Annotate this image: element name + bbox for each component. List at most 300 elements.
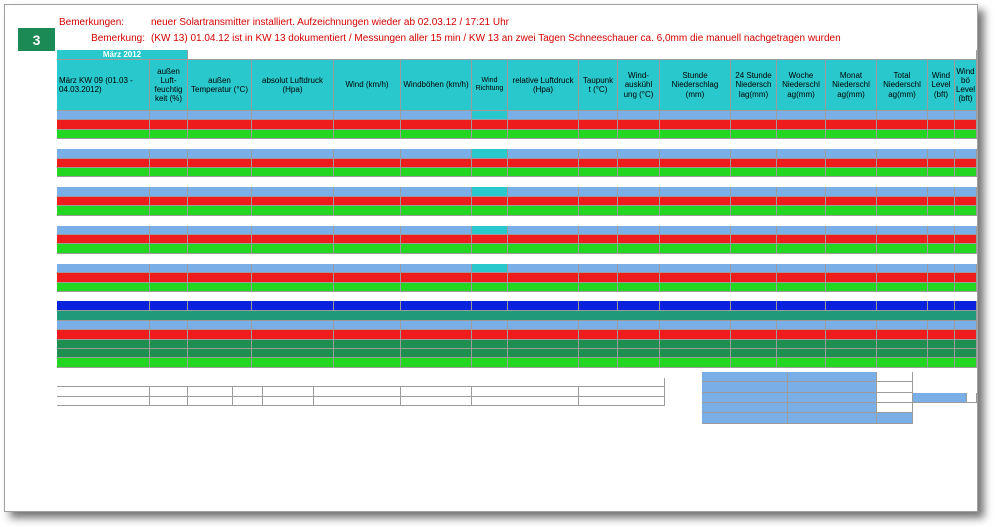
mean-row-cell: [188, 206, 252, 215]
min-row-cell: [57, 226, 150, 235]
mean-row-cell: [660, 130, 731, 139]
max-row-cell: [579, 235, 618, 244]
overview-cell: [826, 340, 877, 349]
stat-value: [877, 382, 913, 392]
wind-dir-name: [472, 387, 579, 396]
mean-row-cell: [150, 168, 188, 177]
min-row-cell: [334, 226, 401, 235]
mean-row-cell: [618, 130, 660, 139]
overview-cell: [928, 330, 955, 339]
column-header: Wind Richtung: [472, 60, 508, 111]
min-row-cell: [877, 264, 928, 273]
mean-row-cell: [731, 130, 777, 139]
month-row: [57, 50, 977, 60]
max-row-cell: [826, 273, 877, 282]
overview-cell: [928, 358, 955, 367]
min-row-cell: [334, 187, 401, 196]
mean-row-cell: [150, 130, 188, 139]
remarks-text: neuer Solartransmitter installiert. Aufzeichnungen wieder ab 02.03.12 / 17:21 Uhr: [151, 17, 509, 28]
mean-row-cell: [252, 168, 334, 177]
overview-cell: [826, 330, 877, 339]
min-row-cell: [334, 111, 401, 120]
overview-cell: [660, 330, 731, 339]
stat-condition: [788, 413, 877, 423]
page-number-badge: 3: [18, 28, 55, 51]
overview-cell: [150, 358, 188, 367]
max-row-cell: [334, 159, 401, 168]
mean-row-cell: [57, 244, 150, 253]
mean-row-cell: [401, 130, 472, 139]
max-row-cell: [660, 120, 731, 129]
max-row-cell: [660, 159, 731, 168]
overview-cell: [252, 330, 334, 339]
mean-row-cell: [877, 244, 928, 253]
max-row-cell: [955, 273, 977, 282]
max-row-cell: [877, 120, 928, 129]
mean-row-cell: [660, 206, 731, 215]
max-row-cell: [150, 197, 188, 206]
max-row-cell: [877, 235, 928, 244]
overview-cell: [401, 358, 472, 367]
min-row-cell: [57, 187, 150, 196]
max-row-cell: [618, 159, 660, 168]
mean-row-cell: [150, 206, 188, 215]
mean-row-cell: [508, 130, 579, 139]
hot-day-value: [967, 393, 977, 403]
overview-cell: [508, 358, 579, 367]
week-title: [5, 216, 977, 226]
mean-row-cell: [334, 283, 401, 292]
min-row-cell: [252, 187, 334, 196]
max-row-cell: [401, 159, 472, 168]
max-row-cell: [188, 159, 252, 168]
mean-row-cell: [188, 244, 252, 253]
mean-row-cell: [777, 168, 826, 177]
mean-row-cell: [826, 130, 877, 139]
min-row-cell: [57, 264, 150, 273]
column-header: absolut Luftdruck (Hpa): [252, 60, 334, 111]
mean-row-cell: [928, 130, 955, 139]
wind-dir-label: [57, 387, 150, 396]
min-row-cell: [777, 187, 826, 196]
count-cell: [877, 301, 928, 311]
mean-row-cell: [508, 283, 579, 292]
mean-row-cell: [777, 283, 826, 292]
mean-row-cell: [660, 168, 731, 177]
max-row-cell: [472, 273, 508, 282]
min-row-cell: [334, 149, 401, 158]
max-row-cell: [877, 273, 928, 282]
overview-cell: [777, 358, 826, 367]
overview-cell: [252, 340, 334, 349]
overview-cell: [334, 349, 401, 358]
overview-cell: [928, 349, 955, 358]
mean-row-cell: [731, 244, 777, 253]
min-row-cell: [618, 111, 660, 120]
max-row-cell: [660, 197, 731, 206]
mean-row-cell: [508, 168, 579, 177]
min-row-cell: [877, 226, 928, 235]
mean-row-cell: [57, 130, 150, 139]
min-row-cell: [472, 149, 508, 158]
count-cell: [57, 301, 150, 311]
stat-condition: [788, 393, 877, 403]
overview-cell: [618, 330, 660, 339]
min-row-cell: [150, 226, 188, 235]
count-cell: [150, 301, 188, 311]
min-row-cell: [618, 187, 660, 196]
mean-row-cell: [401, 206, 472, 215]
overview-cell: [472, 321, 508, 330]
max-row-cell: [579, 159, 618, 168]
column-header: außen Luft-feuchtig keit (%): [150, 60, 188, 111]
max-row-cell: [508, 159, 579, 168]
mean-row-cell: [472, 283, 508, 292]
overview-cell: [579, 358, 618, 367]
overview-cell: [955, 349, 977, 358]
mean-row-cell: [188, 168, 252, 177]
min-row-cell: [826, 187, 877, 196]
min-row-cell: [188, 264, 252, 273]
min-row-cell: [660, 264, 731, 273]
overview-cell: [955, 321, 977, 330]
max-row-cell: [955, 235, 977, 244]
mean-row-cell: [252, 244, 334, 253]
mean-row-cell: [472, 168, 508, 177]
column-header: Total Niederschl ag(mm): [877, 60, 928, 111]
column-header: Wind bö Level (bft): [955, 60, 977, 111]
mean-row-cell: [731, 206, 777, 215]
min-row-cell: [660, 226, 731, 235]
max-row-cell: [777, 159, 826, 168]
min-row-cell: [150, 264, 188, 273]
max-row-cell: [401, 235, 472, 244]
min-row-cell: [928, 149, 955, 158]
max-row-cell: [928, 197, 955, 206]
max-row-cell: [731, 235, 777, 244]
mean-row-cell: [252, 283, 334, 292]
overview-cell: [150, 340, 188, 349]
min-row-cell: [731, 187, 777, 196]
min-row-cell: [928, 264, 955, 273]
min-row-cell: [150, 111, 188, 120]
overview-cell: [508, 349, 579, 358]
max-row-cell: [955, 159, 977, 168]
wind-dir-percent: [472, 397, 579, 406]
min-row-cell: [579, 149, 618, 158]
mean-row-cell: [188, 130, 252, 139]
min-row-cell: [252, 264, 334, 273]
max-row-cell: [57, 235, 150, 244]
max-row-cell: [579, 273, 618, 282]
overview-cell: [252, 358, 334, 367]
overview-cell: [877, 340, 928, 349]
min-row-cell: [334, 264, 401, 273]
mean-row-cell: [334, 206, 401, 215]
min-row-cell: [660, 187, 731, 196]
max-row-cell: [472, 159, 508, 168]
mean-row-cell: [618, 168, 660, 177]
mean-row-cell: [928, 244, 955, 253]
min-row-cell: [955, 111, 977, 120]
min-row-cell: [731, 111, 777, 120]
min-row-cell: [401, 226, 472, 235]
count-cell: [660, 301, 731, 311]
mean-row-cell: [777, 130, 826, 139]
min-row-cell: [150, 187, 188, 196]
overview-cell: [188, 340, 252, 349]
mean-row-cell: [731, 168, 777, 177]
overview-cell: [334, 321, 401, 330]
max-row-cell: [877, 197, 928, 206]
overview-cell: [579, 349, 618, 358]
max-row-cell: [150, 235, 188, 244]
overview-cell: [252, 349, 334, 358]
max-row-cell: [150, 120, 188, 129]
overview-cell: [777, 330, 826, 339]
min-row-cell: [955, 187, 977, 196]
min-row-cell: [508, 111, 579, 120]
max-row-cell: [401, 273, 472, 282]
overview-cell: [618, 349, 660, 358]
mean-row-cell: [401, 244, 472, 253]
min-row-cell: [877, 149, 928, 158]
min-row-cell: [777, 226, 826, 235]
overview-cell: [660, 340, 731, 349]
mean-row-cell: [877, 283, 928, 292]
wind-dir-percent: [188, 397, 233, 406]
mean-row-cell: [955, 168, 977, 177]
min-row-cell: [150, 149, 188, 158]
max-row-cell: [777, 273, 826, 282]
max-row-cell: [188, 235, 252, 244]
overview-cell: [877, 358, 928, 367]
overview-cell: [472, 330, 508, 339]
wind-dir-name: [188, 387, 233, 396]
stat-condition: [788, 372, 877, 382]
max-row-cell: [826, 197, 877, 206]
max-row-cell: [401, 120, 472, 129]
max-row-cell: [579, 120, 618, 129]
max-row-cell: [660, 273, 731, 282]
remark-text: (KW 13) 01.04.12 ist in KW 13 dokumentiert / Messungen aller 15 min / KW 13 an zwei Tagen Schneeschauer ca. 6,0mm die manuell nachgetragen wurden: [151, 33, 841, 44]
stat-value: [877, 413, 913, 423]
mean-row-cell: [472, 130, 508, 139]
count-cell: [731, 301, 777, 311]
min-row-cell: [777, 264, 826, 273]
mean-row-cell: [508, 206, 579, 215]
mean-row-cell: [955, 130, 977, 139]
overview-cell: [955, 340, 977, 349]
stat-label: [702, 372, 788, 382]
max-row-cell: [928, 273, 955, 282]
mean-row-cell: [777, 244, 826, 253]
max-row-cell: [826, 235, 877, 244]
min-row-cell: [252, 226, 334, 235]
max-row-cell: [150, 273, 188, 282]
overview-cell: [618, 321, 660, 330]
max-row-cell: [334, 235, 401, 244]
overview-cell: [826, 321, 877, 330]
max-row-cell: [508, 273, 579, 282]
overview-cell: [877, 330, 928, 339]
max-row-cell: [877, 159, 928, 168]
overview-cell: [57, 321, 150, 330]
stat-condition: [788, 382, 877, 392]
wind-dir-name: [150, 387, 188, 396]
max-row-cell: [334, 120, 401, 129]
max-row-cell: [252, 235, 334, 244]
overview-cell: [508, 330, 579, 339]
count-cell: [252, 301, 334, 311]
overview-cell: [877, 321, 928, 330]
max-row-cell: [472, 235, 508, 244]
mean-row-cell: [150, 244, 188, 253]
mean-row-cell: [618, 283, 660, 292]
mean-row-cell: [877, 130, 928, 139]
count-cell: [928, 301, 955, 311]
overview-cell: [57, 349, 150, 358]
min-row-cell: [955, 149, 977, 158]
min-row-cell: [660, 149, 731, 158]
max-row-cell: [955, 197, 977, 206]
min-row-cell: [472, 226, 508, 235]
overview-cell: [508, 340, 579, 349]
overview-cell: [826, 349, 877, 358]
stat-label: [702, 382, 788, 392]
count-cell: [777, 301, 826, 311]
mean-row-cell: [334, 130, 401, 139]
mean-row-cell: [579, 244, 618, 253]
max-row-cell: [252, 120, 334, 129]
mean-row-cell: [472, 244, 508, 253]
max-row-cell: [334, 273, 401, 282]
max-row-cell: [508, 235, 579, 244]
mean-row-cell: [618, 206, 660, 215]
count-cell: [334, 301, 401, 311]
min-row-cell: [826, 226, 877, 235]
wind-dir-percent: [314, 397, 401, 406]
column-header: außen Temperatur (°C): [188, 60, 252, 111]
wind-dir-percent: [263, 397, 314, 406]
min-row-cell: [472, 187, 508, 196]
count-cell: [579, 301, 618, 311]
overview-cell: [928, 340, 955, 349]
spreadsheet: [4, 4, 978, 512]
mean-row-cell: [401, 168, 472, 177]
max-row-cell: [928, 235, 955, 244]
overview-cell: [777, 349, 826, 358]
max-row-cell: [252, 273, 334, 282]
mean-row-cell: [826, 244, 877, 253]
min-row-cell: [955, 264, 977, 273]
mean-row-cell: [731, 283, 777, 292]
min-row-cell: [401, 111, 472, 120]
wind-blank-row: [57, 378, 665, 387]
column-header: März KW 09 (01.03 - 04.03.2012): [57, 60, 150, 111]
min-row-cell: [928, 226, 955, 235]
max-row-cell: [618, 197, 660, 206]
mean-row-cell: [579, 283, 618, 292]
max-row-cell: [618, 235, 660, 244]
overview-cell: [579, 321, 618, 330]
min-row-cell: [472, 264, 508, 273]
mean-row-cell: [334, 168, 401, 177]
mean-row-cell: [928, 283, 955, 292]
remark-label: Bemerkung:: [91, 33, 145, 44]
min-row-cell: [508, 226, 579, 235]
min-row-cell: [579, 226, 618, 235]
min-row-cell: [826, 111, 877, 120]
min-row-cell: [877, 111, 928, 120]
max-row-cell: [188, 273, 252, 282]
overview-cell: [57, 358, 150, 367]
min-row-cell: [579, 111, 618, 120]
max-row-cell: [618, 120, 660, 129]
column-header: Wind (km/h): [334, 60, 401, 111]
overview-cell: [618, 358, 660, 367]
max-row-cell: [252, 159, 334, 168]
max-row-cell: [188, 120, 252, 129]
mean-row-cell: [877, 168, 928, 177]
count-cell: [508, 301, 579, 311]
max-row-cell: [731, 159, 777, 168]
min-row-cell: [188, 187, 252, 196]
min-row-cell: [508, 264, 579, 273]
max-row-cell: [57, 159, 150, 168]
min-row-cell: [508, 187, 579, 196]
max-row-cell: [401, 197, 472, 206]
max-row-cell: [777, 120, 826, 129]
max-row-cell: [955, 120, 977, 129]
overview-cell: [188, 330, 252, 339]
overview-label: [57, 311, 977, 320]
overview-cell: [150, 321, 188, 330]
overview-cell: [150, 330, 188, 339]
overview-cell: [660, 349, 731, 358]
max-row-cell: [508, 120, 579, 129]
overview-cell: [401, 340, 472, 349]
min-row-cell: [401, 264, 472, 273]
wind-dir-percent: [579, 397, 665, 406]
mean-row-cell: [777, 206, 826, 215]
overview-cell: [401, 330, 472, 339]
max-row-cell: [777, 197, 826, 206]
overview-cell: [928, 321, 955, 330]
mean-row-cell: [660, 244, 731, 253]
stat-value: [877, 372, 913, 382]
wind-dir-percent: [150, 397, 188, 406]
stat-label: [702, 403, 788, 413]
min-row-cell: [57, 111, 150, 120]
min-row-cell: [472, 111, 508, 120]
overview-cell: [57, 340, 150, 349]
max-row-cell: [188, 197, 252, 206]
overview-cell: [826, 358, 877, 367]
overview-cell: [660, 358, 731, 367]
mean-row-cell: [150, 283, 188, 292]
mean-row-cell: [188, 283, 252, 292]
column-header: Wind-auskühl ung (°C): [618, 60, 660, 111]
wind-dir-percent: [233, 397, 263, 406]
wind-dir-name: [233, 387, 263, 396]
overview-cell: [618, 340, 660, 349]
overview-cell: [401, 321, 472, 330]
overview-cell: [472, 340, 508, 349]
count-cell: [955, 301, 977, 311]
min-row-cell: [252, 149, 334, 158]
overview-cell: [955, 358, 977, 367]
